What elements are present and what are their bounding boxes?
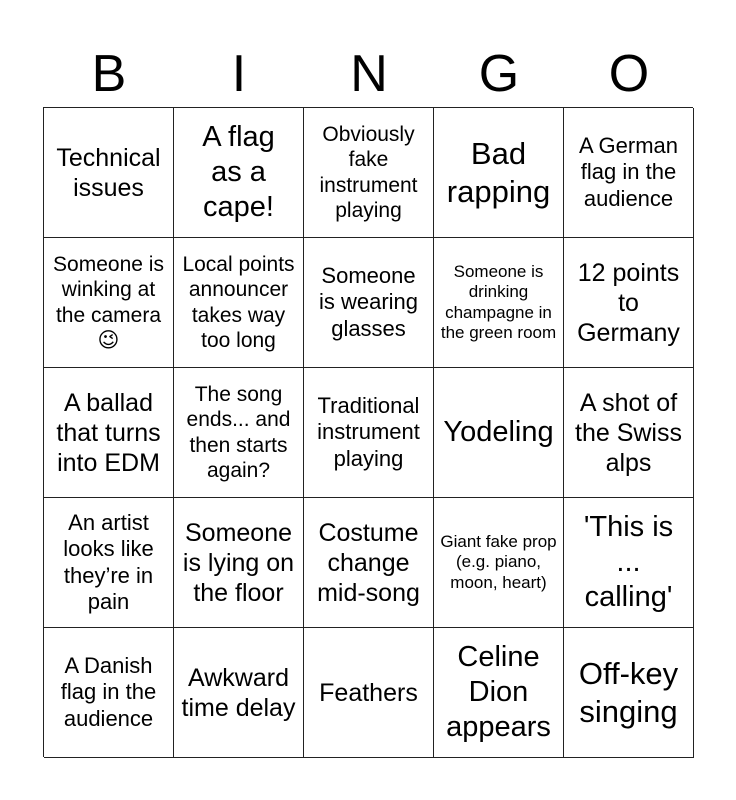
cell-text: A flag as a cape! (202, 121, 275, 223)
cell-text: 12 points to Germany (577, 258, 680, 347)
cell-text: An artist looks like they’re in pain (63, 509, 154, 614)
bingo-cell-r5-c2[interactable] (174, 628, 304, 758)
bingo-cell-r2-c5[interactable] (564, 238, 694, 368)
bingo-cell-r5-c3[interactable] (304, 628, 434, 758)
bingo-header (44, 40, 694, 108)
header-letter-n: N (350, 45, 388, 103)
cell-text: Someone is winking at the camera 😉 (53, 253, 164, 352)
bingo-cell-r4-c1[interactable] (44, 498, 174, 628)
cell-text: Technical issues (56, 143, 161, 202)
header-letter-o: O (608, 45, 650, 103)
cell-text: Off-key singing (578, 656, 679, 729)
bingo-cell-r1-c2[interactable] (174, 108, 304, 238)
bingo-cell-r5-c5[interactable] (564, 628, 694, 758)
cell-text: A Danish flag in the audience (60, 652, 157, 731)
bingo-cell-r3-c3[interactable] (304, 368, 434, 498)
cell-text: Yodeling (443, 416, 554, 449)
bingo-cell-r4-c4[interactable] (434, 498, 564, 628)
cell-text: Feathers (319, 678, 418, 707)
bingo-cell-r2-c3[interactable] (304, 238, 434, 368)
cell-text: A shot of the Swiss alps (575, 388, 682, 477)
bingo-cell-r4-c5[interactable] (564, 498, 694, 628)
bingo-cell-r2-c1[interactable] (44, 238, 174, 368)
bingo-cell-r5-c1[interactable] (44, 628, 174, 758)
cell-text: A German flag in the audience (578, 132, 679, 211)
cell-text: A ballad that turns into EDM (56, 388, 161, 477)
bingo-grid (43, 107, 693, 757)
bingo-cell-r5-c4[interactable] (434, 628, 564, 758)
bingo-cell-r1-c1[interactable] (44, 108, 174, 238)
bingo-cell-r4-c3[interactable] (304, 498, 434, 628)
cell-text: Local points announcer takes way too long (182, 253, 295, 352)
header-letter-i: I (231, 45, 247, 103)
bingo-cell-r1-c4[interactable] (434, 108, 564, 238)
cell-text: Someone is drinking champagne in the green room (440, 261, 557, 342)
header-letter-b: B (91, 45, 127, 103)
bingo-cell-r3-c4[interactable] (434, 368, 564, 498)
cell-text: Giant fake prop (e.g. piano, moon, heart) (440, 531, 557, 592)
cell-text: Bad rapping (446, 136, 551, 209)
bingo-cell-r3-c5[interactable] (564, 368, 694, 498)
cell-text: Celine Dion appears (446, 641, 551, 743)
bingo-cell-r2-c2[interactable] (174, 238, 304, 368)
header-letter-g: G (478, 45, 520, 103)
bingo-cell-r2-c4[interactable] (434, 238, 564, 368)
bingo-cell-r3-c2[interactable] (174, 368, 304, 498)
cell-text: Obviously fake instrument playing (319, 123, 418, 222)
bingo-cell-r1-c3[interactable] (304, 108, 434, 238)
cell-text: 'This is ... calling' (583, 511, 674, 613)
bingo-cell-r1-c5[interactable] (564, 108, 694, 238)
cell-text: The song ends... and then starts again? (186, 383, 291, 482)
bingo-cell-r3-c1[interactable] (44, 368, 174, 498)
cell-text: Costume change mid-song (317, 518, 420, 607)
cell-text: Someone is lying on the floor (182, 518, 295, 607)
cell-text: Someone is wearing glasses (318, 262, 419, 341)
cell-text: Traditional instrument playing (317, 392, 420, 471)
cell-text: Awkward time delay (181, 663, 296, 722)
bingo-cell-r4-c2[interactable] (174, 498, 304, 628)
